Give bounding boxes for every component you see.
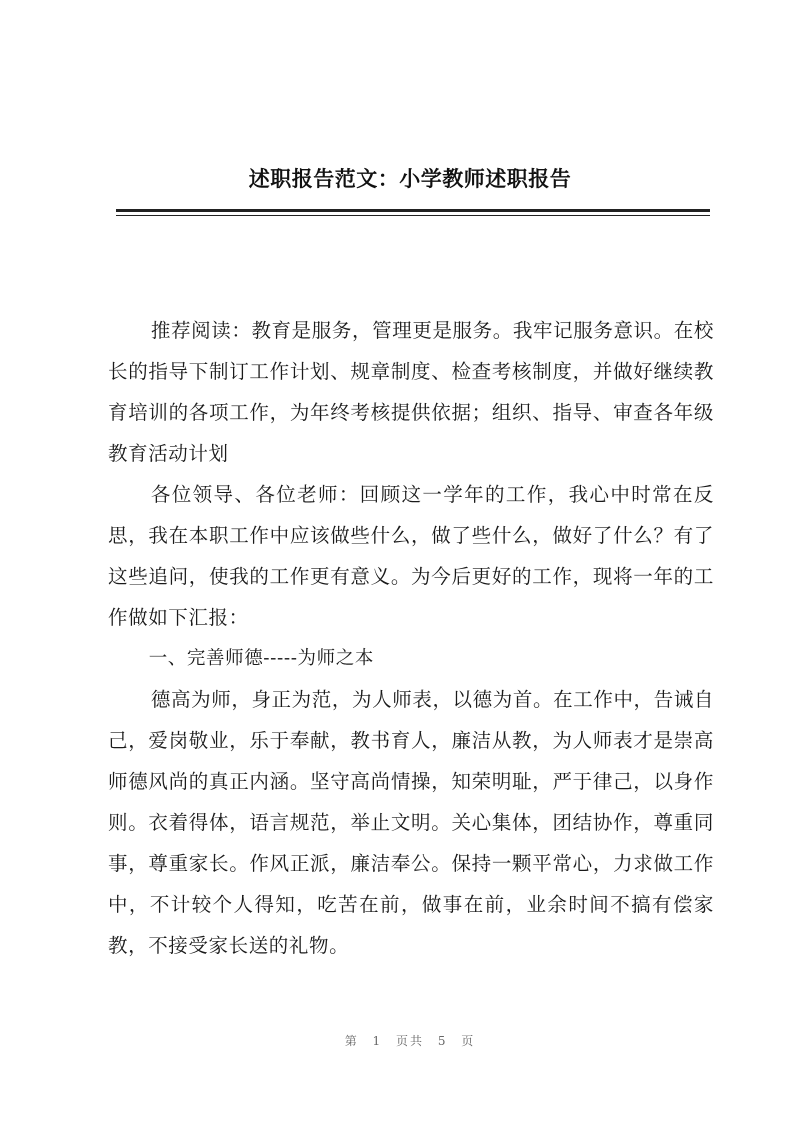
section-heading: 一、完善师德-----为师之本 [148, 648, 374, 669]
paragraph-ethics: 德高为师，身正为范，为人师表，以德为首。在工作中，告诫自己，爱岗敬业，乐于奉献，教书育人，廉洁从教，为人师表才是崇高师德风尚的真正内涵。坚守高尚情操，知荣明耻，严于律己，以身作则。衣着得体，语言规范，举止文明。关心集体，团结协作，尊重同事，尊重家长。作风正派，廉洁奉公。保持一颗平常心，力求做工作中，不计较个人得知，吃苦在前，做事在前，业余时间不搞有偿家教，不接受家长送的礼物。 [108, 688, 714, 957]
document-title: 述职报告范文：小学教师述职报告 [248, 166, 572, 191]
page-number-footer: 第 1 页共 5 页 [344, 1034, 476, 1048]
document-body [108, 310, 714, 966]
paragraph-greeting: 各位领导、各位老师：回顾这一学年的工作，我心中时常在反思，我在本职工作中应该做些什么，做了些什么，做好了什么？有了这些追问，使我的工作更有意义。为今后更好的工作，现将一年的工作做如下汇报： [108, 483, 714, 629]
title-divider [116, 209, 710, 212]
paragraph-intro: 推荐阅读：教育是服务，管理更是服务。我牢记服务意识。在校长的指导下制订工作计划、规章制度、检查考核制度，并做好继续教育培训的各项工作，为年终考核提供依据；组织、指导、审查各年级教育活动计划 [108, 319, 714, 465]
